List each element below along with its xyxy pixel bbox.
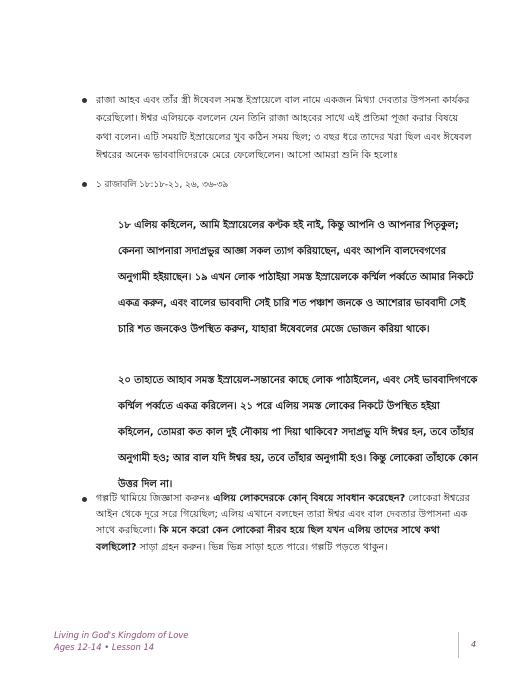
bullet-scripture-reference [82,176,472,194]
discussion-text [96,491,472,556]
scripture-reference: ১ রাজাবলি ১৮:১৮-২১, ২৬, ৩৬-৩৯ [96,180,229,190]
footer-subtitle: Ages 12-14 • Lesson 14 [54,642,155,652]
bullet-discussion [82,491,472,556]
bullet-intro [82,92,472,166]
scripture-quote-2: ২০ তাহাতে আহাব সমস্ত ইস্রায়েল-সন্তানের কাছে লোক পাঠাইলেন, এবং সেই ভাববাদিগণকে কর্ম্মিল পর্ব্বতে একত্র করিলেন। ২১ পরে এলিয় সমস্ত লোকের নিকটে উপস্থিত হইয়া কহিলেন, তোমরা কত কাল দুই নৌকায় পা দিয়া থাকিবে? সদাপ্রভু যদি ঈশ্বর হন, তবে তাঁহার অনুগামী হও; আর বাল যদি ঈশ্বর হয়, তবে তাঁহার অনুগামী হও। কিন্তু লোকেরা তাঁহাকে কোন উত্তর দিল না। [118,375,478,490]
page-number: 4 [471,640,477,649]
bullet-dot-icon [82,497,87,502]
footer-divider [458,632,459,658]
discussion-question-2: কি মনে করো কেন লোকেরা নীরব হয়ে ছিল যখন এলিয় তাদের সাথে কথা বলছিলো? [96,525,440,553]
bullet-dot-icon [82,182,87,187]
discussion-question-1: এলিয় লোকদেরকে কোন্ বিষয়ে সাবধান করেছেন? [213,493,406,504]
scripture-quote-1: ১৮ এলিয় কহিলেন, আমি ইস্রায়েলের কণ্টক হই নাই, কিন্তু আপনি ও আপনার পিতৃকুল; কেননা আপনারা সদাপ্রভুর আজ্ঞা সকল ত্যাগ করিয়াছেন, এবং আপনি বালদেবগণের অনুগামী হইয়াছেন। ১৯ এখন লোক পাঠাইয়া সমস্ত ইস্রায়েলকে কর্ম্মিল পর্ব্বতে আমার নিকটে একত্র করুন, এবং বালের ভাববাদী সেই চারি শত পঞ্চাশ জনকে ও আশেরার ভাববাদী সেই চারি শত জনকেও উপস্থিত করুন, যাহারা ঈষেবলের মেজে ভোজন করিয়া থাকে। [118,220,474,335]
discussion-answer-2: সাড়া গ্রহন করুন। ভিন্ন ভিন্ন সাড়া হতে পারে। গল্পটি পড়তে থাকুন। [136,541,388,553]
discussion-prompt: গল্পটি থামিয়ে জিজ্ঞাসা করুনঃ [96,493,214,504]
footer-title: Living in God's Kingdom of Love [54,630,189,640]
discussion-answer-1: লোকেরা ঈশ্বরের আইন থেকে দূরে সরে গিয়েছিল; এলিয় এখানে বলছেন তারা ঈশ্বর এবং বাল দেবতার উপাসনা এক সাথে করছিলো। [96,493,470,537]
bullet-dot-icon [82,98,87,103]
intro-text: রাজা আহব এবং তাঁর স্ত্রী ঈষেবল সমস্ত ইস্রায়েলে বাল নামে একজন মিথ্যা দেবতার উপসনা কার্যকর করেছিলো। ঈশ্বর এলিয়কে বললেন যেন তিনি রাজা আহবের সাথে এই প্রতিমা পূজা করার বিষয়ে কথা বলেন। এটি সময়টি ইস্রায়েলের খুব কঠিন সময় ছিল; ৩ বছর ধরে তাদের খরা ছিল এবং ঈষেবল ঈশ্বরের অনেক ভাববাদিদেরকে মেরে ফেলেছিলেন। আসো আমরা শুনি কি হলোঃ [96,95,472,162]
